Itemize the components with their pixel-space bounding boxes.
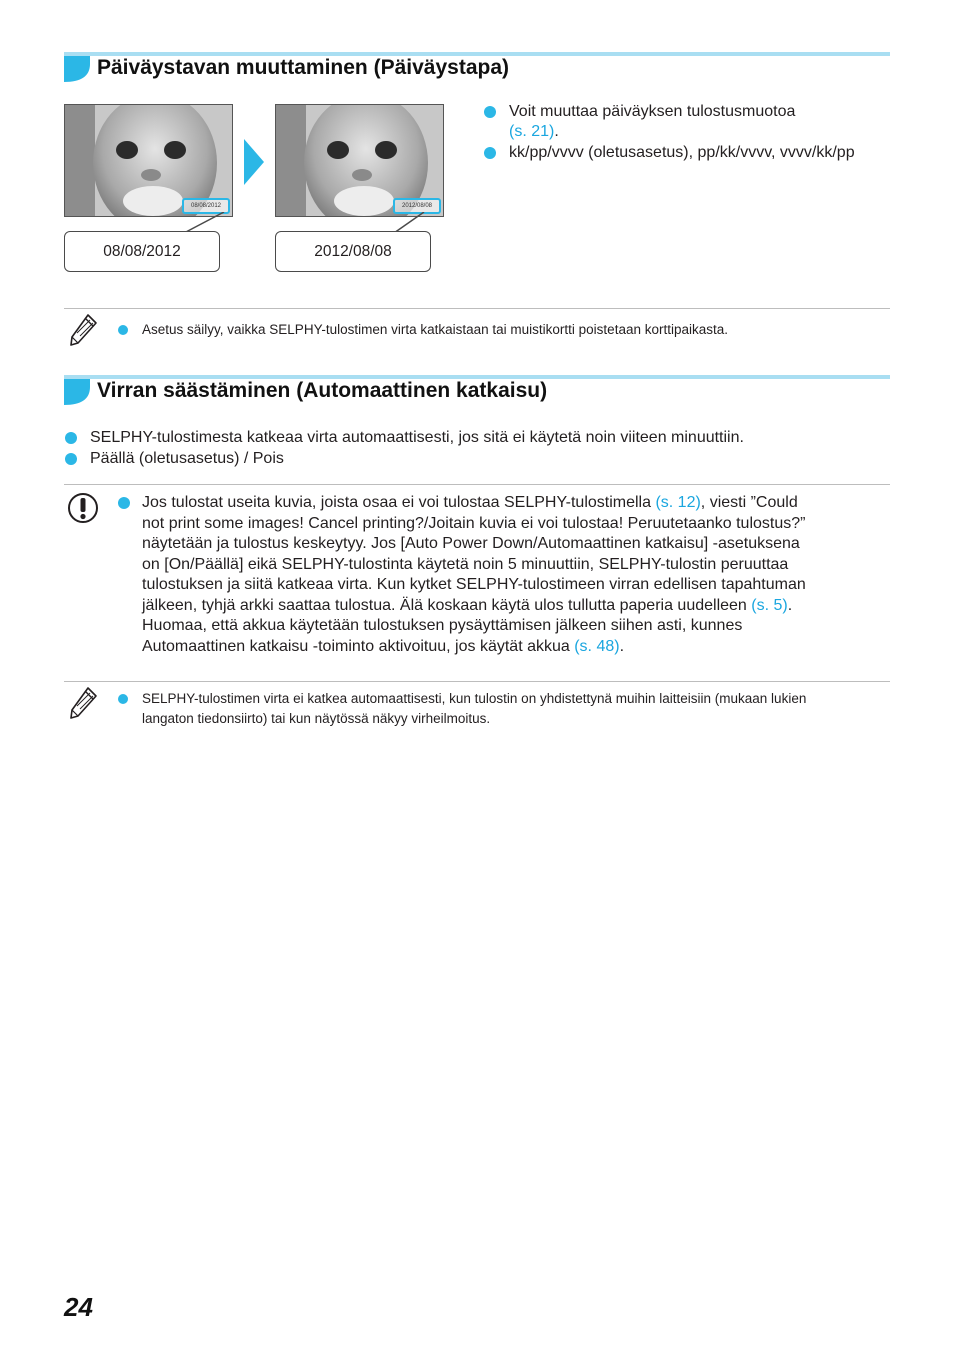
date-format-before-label: 08/08/2012 [64, 231, 220, 272]
page-link[interactable]: (s. 5) [751, 596, 788, 614]
note-text: Asetus säilyy, vaikka SELPHY-tulostimen virta katkaistaan tai muistikortti poistetaan korttipaikasta. [142, 322, 729, 337]
page-link[interactable]: (s. 48) [574, 637, 620, 655]
bullet-icon [118, 497, 130, 509]
bullet-text: kk/pp/vvvv (oletusasetus), pp/kk/vvvv, vvvv/kk/pp [509, 144, 855, 161]
section-title: Virran säästäminen (Automaattinen katkaisu) [97, 379, 548, 402]
photo-before [64, 104, 233, 217]
bullet-icon [118, 694, 128, 704]
page-number: 24 [64, 1292, 93, 1322]
page-link[interactable]: (s. 12) [655, 494, 701, 511]
date-format-after-label: 2012/08/08 [275, 231, 431, 272]
bullet-text: Päällä (oletusasetus) / Pois [90, 450, 284, 467]
photo-after [275, 104, 444, 217]
bullet-text: Voit muuttaa päiväyksen tulostusmuotoa [509, 103, 796, 120]
divider [64, 308, 890, 309]
pencil-icon [68, 686, 98, 720]
section-marker-icon [64, 379, 90, 405]
exclamation-icon [67, 492, 99, 524]
bullet-icon [65, 453, 77, 465]
bullet-icon [484, 106, 496, 118]
arrow-right-icon [244, 139, 264, 185]
section-marker-icon [64, 56, 90, 82]
page-link[interactable]: (s. 21) [509, 123, 555, 140]
section-title: Päiväystavan muuttaminen (Päiväystapa) [97, 56, 510, 79]
divider [64, 484, 890, 485]
bullet-text: SELPHY-tulostimesta katkeaa virta automaattisesti, jos sitä ei käytetä noin viiteen minuuttiin. [90, 429, 744, 446]
note-text: langaton tiedonsiirto) tai kun näytössä näkyy virheilmoitus. [142, 711, 491, 726]
note-text: SELPHY-tulostimen virta ei katkea automaattisesti, kun tulostin on yhdistettynä muihin laitteisiin (mukaan lukien [142, 691, 807, 706]
date-stamp-after: 2012/08/08 [393, 198, 441, 214]
divider [64, 681, 890, 682]
bullet-icon [118, 325, 128, 335]
date-stamp-before: 08/08/2012 [182, 198, 230, 214]
bullet-icon [484, 147, 496, 159]
bullet-icon [65, 432, 77, 444]
bullet-text-cont: (s. 21). [509, 123, 559, 140]
pencil-icon [68, 313, 98, 347]
